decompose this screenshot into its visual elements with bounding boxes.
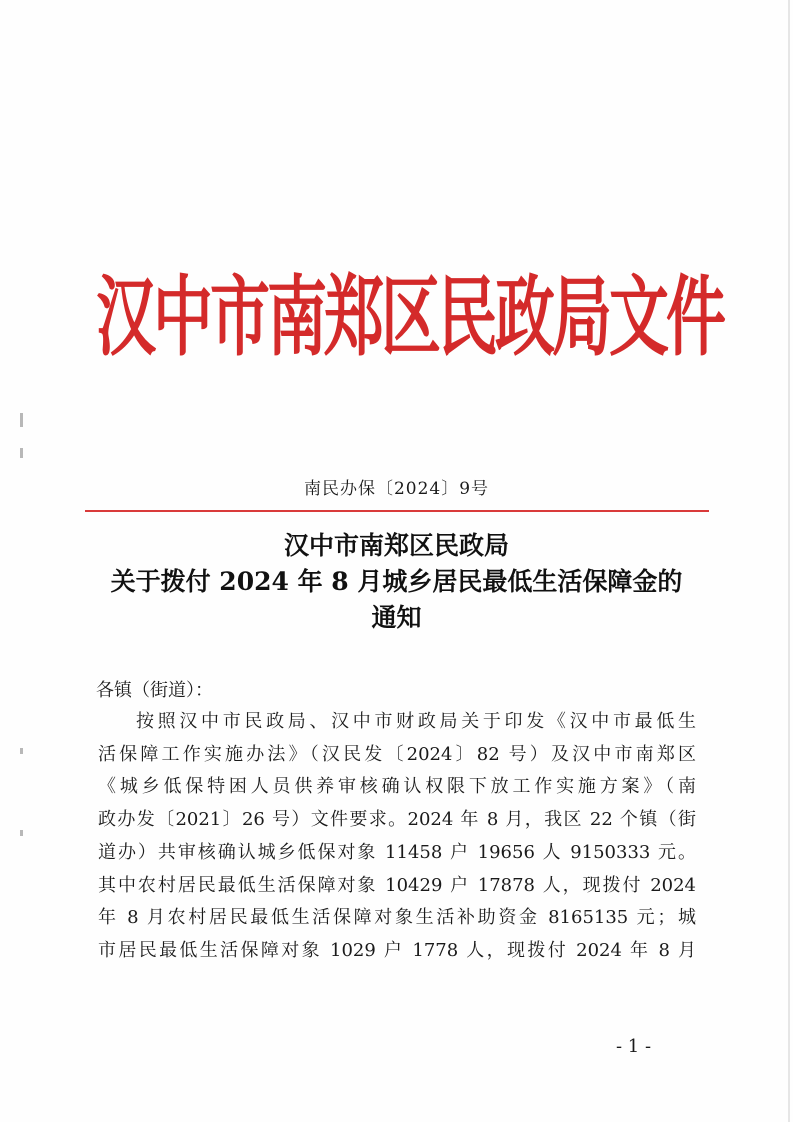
body-line: 道办）共审核确认城乡低保对象 11458 户 19656 人 9150333 元。: [98, 841, 696, 863]
scan-artifact: [20, 448, 23, 458]
body-line: 年 8 月农村居民最低生活保障对象生活补助资金 8165135 元；城: [98, 907, 696, 929]
page-number: - 1 -: [616, 1036, 652, 1057]
body-line: 《城乡低保特困人员供养审核确认权限下放工作实施方案》（南: [98, 776, 696, 798]
body-line: 活保障工作实施办法》（汉民发〔2024〕82 号）及汉中市南郑区: [98, 743, 696, 765]
notice-title-line-3: 通知: [371, 603, 422, 632]
document-number: 南民办保〔2024〕9号: [303, 479, 490, 499]
body-paragraph: [98, 706, 696, 968]
notice-title: [0, 528, 793, 636]
body-line: 市居民最低生活保障对象 1029 户 1778 人，现拨付 2024 年 8 月: [98, 939, 696, 961]
notice-title-line-2: 关于拨付 2024 年 8 月城乡居民最低生活保障金的: [110, 567, 683, 596]
body-line: 按照汉中市民政局、汉中市财政局关于印发《汉中市最低生: [136, 711, 696, 732]
agency-header-title: 汉中市南郑区民政局文件: [96, 267, 723, 369]
scan-artifact: [20, 830, 23, 836]
scan-artifact: [20, 748, 23, 754]
body-line: 其中农村居民最低生活保障对象 10429 户 17878 人，现拨付 2024: [98, 874, 696, 896]
salutation: 各镇（街道）：: [96, 680, 213, 701]
body-line: 政办发〔2021〕26 号）文件要求。2024 年 8 月，我区 22 个镇（街: [98, 809, 696, 831]
scan-artifact: [20, 413, 23, 427]
red-divider-rule: [85, 510, 709, 512]
notice-title-line-1: 汉中市南郑区民政局: [283, 531, 509, 560]
